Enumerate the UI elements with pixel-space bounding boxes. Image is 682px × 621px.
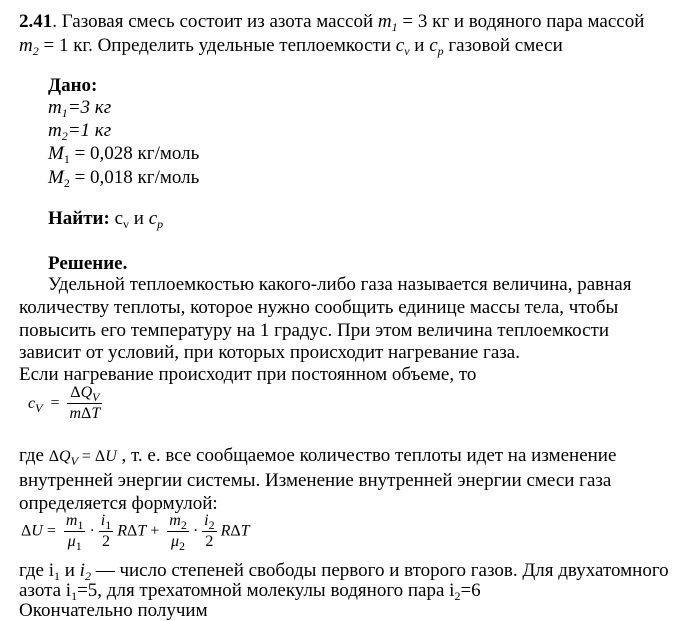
find-line: Найти: $c_v$ и $c_p$ bbox=[48, 208, 164, 231]
formula-cv: $c_V$ = $\frac{\Delta Q_V}{\text{mΔT}}$ bbox=[28, 384, 101, 422]
solution-paragraph-line-1: Удельной теплоемкостью какого-либо газа называется величина, равная bbox=[48, 274, 632, 295]
given-m1: $m_1=3$ кг bbox=[48, 97, 112, 120]
solution-paragraph-isochoric: Если нагревание происходит при постоянном объеме, то bbox=[19, 364, 477, 385]
problem-text: . Газовая смесь состоит из азота массой bbox=[52, 11, 378, 32]
solution-paragraph-line-3: повысить его температуру на 1 градус. При этом величина теплоемкости bbox=[19, 320, 610, 341]
formula-delta-u: ΔU = $\frac{m_1}{\mu_1}$ · $\frac{i_1}{2}$ RΔT + $\frac{m_2}{\mu_2}$ · $\frac{i_2}{2}$ RΔT bbox=[21, 512, 250, 553]
given-m2: $m_2=1$ кг bbox=[48, 120, 112, 143]
given-heading: Дано: bbox=[48, 75, 98, 96]
symbol-cp: $c_p$ bbox=[429, 35, 444, 58]
given-M2: $M_2 = 0,018$ кг/моль bbox=[48, 167, 200, 190]
problem-statement-line-1 bbox=[19, 11, 645, 34]
problem-tail: газовой смеси bbox=[443, 35, 563, 56]
problem-m2-value: = 1 кг. Определить удельные теплоемкости bbox=[38, 35, 396, 56]
solution-paragraph-where-dq: где $\Delta Q_V = \Delta U$ , т. е. все сообщаемое количество теплоты идет на изменение bbox=[19, 445, 617, 468]
symbol-m1: $m_1$ bbox=[377, 11, 398, 34]
solution-paragraph-nitrogen-water: азота $i_1=5$, для трехатомной молекулы водяного пара $i_2=6$ bbox=[19, 580, 481, 603]
solution-paragraph-line-2: количеству теплоты, которое нужно сообщить единице массы тела, чтобы bbox=[19, 297, 619, 318]
problem-m1-value: = 3 кг и водяного пара массой bbox=[397, 11, 645, 32]
problem-statement-line-2 bbox=[19, 35, 563, 58]
problem-and: и bbox=[409, 35, 430, 56]
find-heading: Найти: bbox=[48, 208, 110, 229]
solution-paragraph-line-4: зависит от условий, при которых происходит нагревание газа. bbox=[19, 342, 520, 363]
solution-paragraph-formula-intro: определяется формулой: bbox=[19, 493, 218, 514]
problem-number: 2.41 bbox=[19, 11, 53, 32]
symbol-m2: $m_2$ bbox=[19, 35, 39, 58]
solution-paragraph-degrees-of-freedom: где $i_1$ и $i_2$ — число степеней свободы первого и второго газов. Для двухатомного bbox=[19, 560, 669, 583]
given-M1: $M_1 = 0,028$ кг/моль bbox=[48, 143, 200, 166]
symbol-cv: $c_v$ bbox=[395, 35, 410, 58]
solution-heading: Решение. bbox=[48, 253, 128, 274]
solution-paragraph-finally: Окончательно получим bbox=[19, 600, 208, 621]
solution-paragraph-internal-energy: внутренней энергии системы. Изменение внутренней энергии смеси газа bbox=[19, 470, 612, 491]
